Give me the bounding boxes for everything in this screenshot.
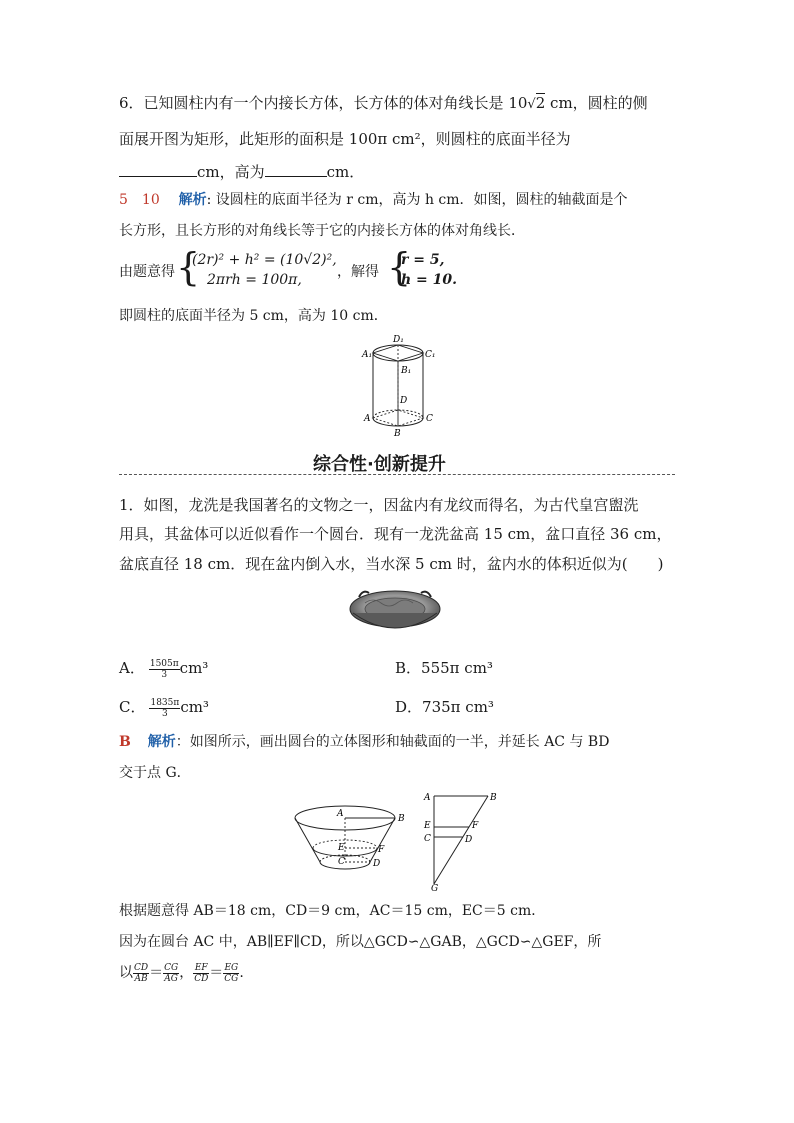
label-d: D (400, 396, 408, 406)
label-b1: B₁ (401, 366, 412, 376)
q6-line2: 面展开图为矩形，此矩形的面积是 100π cm²，则圆柱的底面半径为 (119, 130, 571, 148)
q6-answer-line2: 长方形，且长方形的对角线长等于它的内接长方体的体对角线长． (119, 223, 525, 239)
left-brace: { (176, 245, 201, 289)
section-label-c: C (424, 834, 431, 844)
section-label-g: G (431, 884, 439, 892)
left-brace: { (387, 245, 412, 289)
section-divider (119, 474, 675, 475)
q1-answer-line3: 根据题意得 AB＝18 cm，CD＝9 cm，AC＝15 cm，EC＝5 cm． (119, 903, 546, 919)
answer-blank-radius[interactable] (119, 160, 197, 177)
label-d1: D₁ (393, 335, 404, 345)
q6-radical: 10√2 (508, 94, 546, 112)
q6-conclusion: 即圆柱的底面半径为 5 cm，高为 10 cm． (119, 308, 388, 324)
q1-answer-line5: 以 $\frac{CD}{AB}$ ＝ $\frac{CG}{AG}$ ， $\frac{EF}{CD}$ ＝ $\frac{EG}{CG}$ . (119, 962, 244, 984)
section-label-f: F (472, 821, 479, 831)
q1-line2: 用具，其盆体可以近似看作一个圆台．现有一龙洗盆高 15 cm，盆口直径 36 cm， (119, 525, 672, 543)
frustum-label-f: F (378, 845, 385, 855)
label-c1: C₁ (425, 350, 436, 360)
q1-answer-line1: B 解析：如图所示，画出圆台的立体图形和轴截面的一半，并延长 AC 与 BD (119, 734, 610, 750)
q1-answer-line4: 因为在圆台 AC 中，AB∥EF∥CD，所以△GCD∽△GAB，△GCD∽△GEF，所 (119, 934, 602, 950)
section-label-d: D (465, 835, 473, 845)
section-label-b: B (490, 793, 497, 803)
option-d[interactable]: D．735π cm³ (395, 698, 494, 716)
q6-line1: 6．已知圆柱内有一个内接长方体，长方体的体对角线长是 10√2 cm，圆柱的侧 (119, 94, 648, 112)
q6-answer-line1: 5 10 解析: 设圆柱的底面半径为 r cm，高为 h cm．如图，圆柱的轴截面是个 (119, 192, 628, 208)
section-label-a: A (424, 793, 431, 803)
frustum-label-a: A (337, 809, 344, 819)
analysis-label: 解析 (178, 192, 207, 208)
cylinder-figure (360, 333, 440, 437)
frustum-label-c: C (338, 857, 345, 867)
label-b: B (394, 429, 401, 437)
label-a1: A₁ (362, 350, 373, 360)
q1-answer-line2: 交于点 G． (119, 765, 191, 781)
frustum-label-d: D (373, 859, 381, 869)
q6-answer-value: 5 10 (119, 192, 160, 208)
option-c[interactable]: C． $\frac{1835\pi}{3}$ cm³ (119, 697, 209, 719)
option-a[interactable]: A． $\frac{1505\pi}{3}$ cm³ (119, 658, 209, 680)
section-label-e: E (424, 821, 431, 831)
option-b[interactable]: B．555π cm³ (395, 659, 493, 677)
axial-section-figure (420, 790, 500, 892)
label-a: A (364, 414, 371, 424)
frustum-label-b: B (398, 814, 405, 824)
q1-answer-value: B (119, 734, 131, 750)
basin-image (345, 585, 445, 641)
answer-blank-height[interactable] (265, 160, 327, 177)
q1-line1: 1．如图，龙洗是我国著名的文物之一，因盆内有龙纹而得名，为古代皇宫盥洗 (119, 496, 639, 514)
frustum-figure (290, 800, 410, 878)
section-title: 综合性·创新提升 (313, 454, 446, 475)
q6-line3: cm，高为 cm． (119, 160, 364, 182)
frustum-label-e: E (338, 843, 345, 853)
q1-line3: 盆底直径 18 cm．现在盆内倒入水，当水深 5 cm 时，盆内水的体积近似为( ) (119, 555, 664, 573)
analysis-label: 解析 (147, 734, 176, 750)
label-c: C (426, 414, 433, 424)
